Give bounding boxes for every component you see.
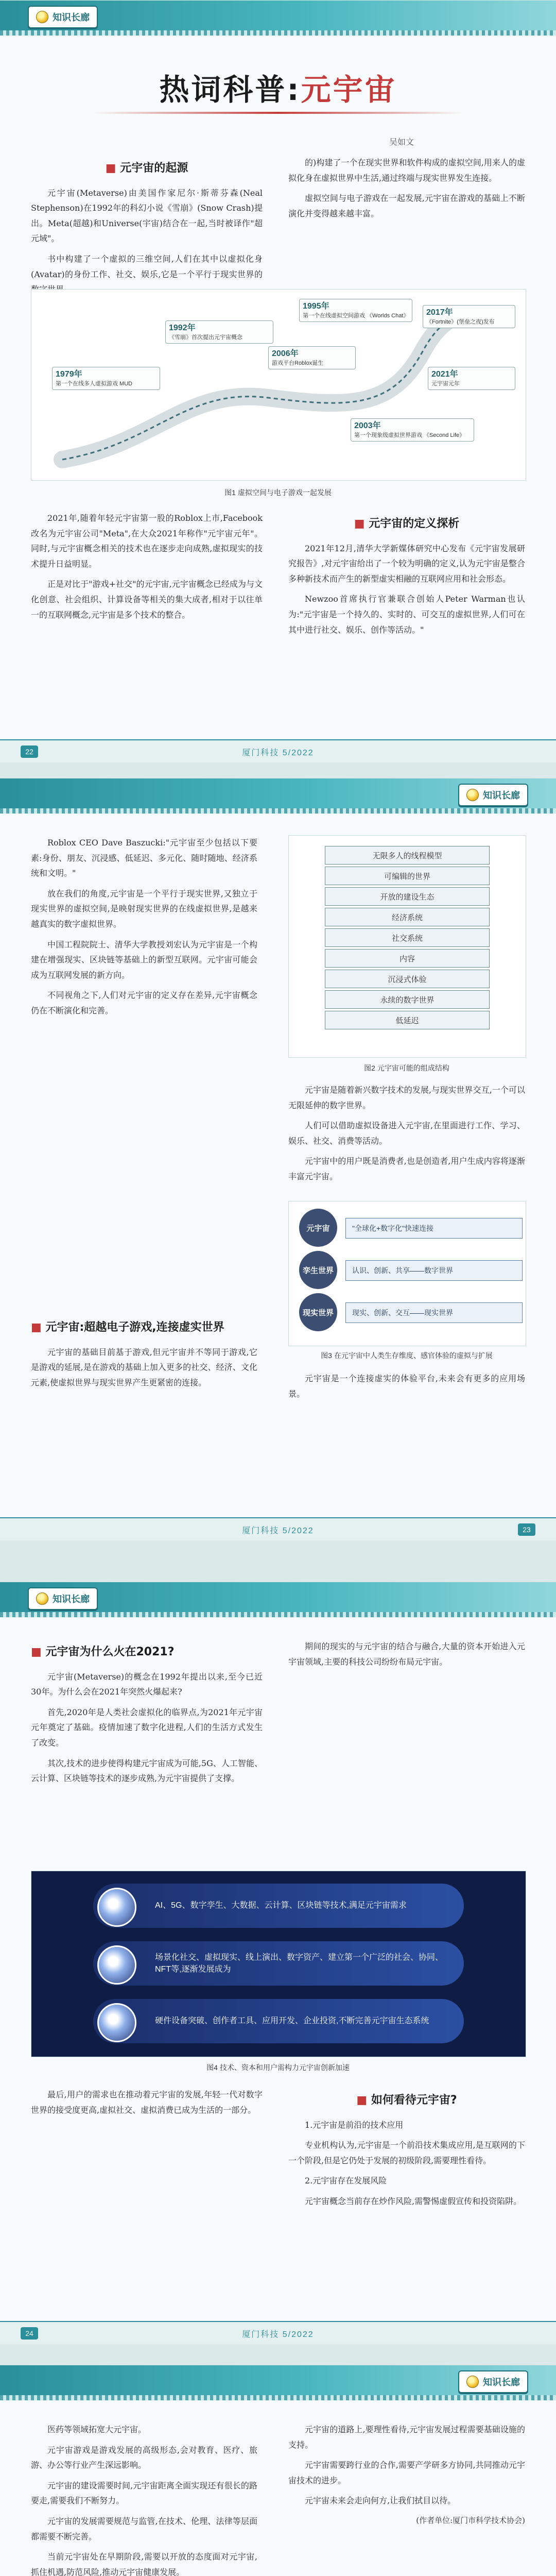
p2-section3-right: [288, 1371, 525, 1406]
timeline-text: 元宇宙元年: [431, 380, 460, 387]
paragraph: Newzoo首席执行官兼联合创始人Peter Warman也认为:"元宇宙是一个持久的、实时的、可交互的虚拟世界,人们可在其中进行社交、娱乐、创作等活动。": [288, 594, 525, 635]
timeline-text: 第一个现象级虚拟世界游戏 《Second Life》: [354, 432, 465, 438]
timeline-text: 《雪崩》首次提出元宇宙概念: [169, 334, 242, 341]
section-heading: ■ 元宇宙的定义探析: [354, 517, 460, 530]
layer-row: 经济系统: [325, 908, 490, 926]
paragraph: 元宇宙中的用户既是消费者,也是创造者,用户生成内容将逐渐丰富元宇宙。: [288, 1156, 525, 1181]
timeline-year: 1992年: [169, 324, 196, 332]
brand-logo: [28, 1587, 98, 1610]
paragraph: 元宇宙的发展需要规范与监管,在技术、伦理、法律等层面都需要不断完善。: [31, 2516, 257, 2541]
brand-logo: [458, 784, 528, 806]
page-gap: [0, 2344, 556, 2365]
figure-2-caption: 图2 元宇宙可能的组成结构: [364, 1064, 449, 1072]
timeline-text: 第一个在线虚拟空间游戏 《Worlds Chat》: [303, 312, 409, 319]
flow-bar: 现实、创新、交互——现实世界: [345, 1302, 523, 1323]
p3-bottom-left: [31, 2087, 263, 2123]
footer-text: 厦门科技 5/2022: [242, 748, 314, 757]
p2-left-column: [31, 835, 257, 1024]
paragraph: 当前元宇宙处在早期阶段,需要以开放的态度面对元宇宙,抓住机遇,防范风险,推动元宇宙健康发展。: [31, 2552, 257, 2576]
layer-stack: [325, 846, 490, 1031]
paragraph: 元宇宙概念当前存在炒作风险,需警惕虚假宣传和投资陷阱。: [305, 2196, 522, 2207]
page-2: [0, 778, 556, 1541]
paragraph: 元宇宙的建设需要时间,元宇宙距离全面实现还有很长的路要走,需要我们不断努力。: [31, 2480, 257, 2506]
section-heading: ■ 元宇宙为什么火在2021?: [31, 1646, 175, 1658]
figure-4-tech: [31, 1871, 526, 2057]
footer-text: 厦门科技 5/2022: [242, 1526, 314, 1535]
lightbulb-icon: [36, 11, 48, 23]
paragraph: 其次,技术的进步使得构建元宇宙成为可能,5G、人工智能、云计算、区块链等技术的逐步成熟,为元宇宙提供了支撑。: [31, 1758, 263, 1784]
page-number: 22: [21, 745, 38, 758]
timeline-item: [165, 320, 273, 344]
timeline-year: 2006年: [272, 349, 299, 358]
paragraph: 元宇宙需要跨行业的合作,需要产学研多方协同,共同推动元宇宙技术的进步。: [288, 2460, 525, 2485]
timeline-text: 游戏平台Roblox诞生: [272, 360, 324, 366]
p1-bottom-right: [288, 511, 525, 642]
page-number: 24: [21, 2327, 38, 2340]
figure-4-caption: 图4 技术、资本和用户需构力元宇宙创新加速: [206, 2063, 350, 2072]
flow-bar: 认识、创新、共享——数字世界: [345, 1260, 523, 1281]
timeline-text: 第一个在线多人虚拟游戏 MUD: [56, 380, 133, 387]
paragraph: Roblox CEO Dave Baszucki:"元宇宙至少包括以下要素:身份、朋友、沉浸感、低延迟、多元化、随时随地、经济系统和文明。": [31, 838, 257, 878]
flow-node: 孪生世界: [299, 1251, 337, 1289]
flow-node: 元宇宙: [299, 1209, 337, 1247]
page-footer: [0, 2321, 556, 2345]
timeline-year: 1995年: [303, 302, 329, 311]
paragraph: 人们可以借助虚拟设备进入元宇宙,在里面进行工作、学习、娱乐、社交、消费等活动。: [288, 1121, 525, 1146]
paragraph: 不同视角之下,人们对元宇宙的定义存在差异,元宇宙概念仍在不断演化和完善。: [31, 990, 257, 1015]
paragraph: 书中构建了一个虚拟的三维空间,人们在其中以虚拟化身(Avatar)的身份工作、社交、娱乐,它是一个平行于现实世界的: [31, 254, 263, 279]
figure-1-caption: 图1 虚拟空间与电子游戏一起发展: [224, 488, 332, 497]
flow-bar: "全球化+数字化"快速连接: [345, 1218, 523, 1239]
brand-logo: [28, 6, 98, 28]
page-number: 23: [518, 1523, 535, 1536]
p3-section2: [288, 2087, 525, 2214]
timeline-item: [351, 418, 474, 442]
paragraph: 1.元宇宙是前沿的技术应用: [305, 2120, 404, 2130]
timeline-year: 2021年: [431, 370, 458, 379]
title-plain: 热词科普:: [159, 72, 301, 107]
paragraph: 中国工程院院士、清华大学教授刘宏认为元宇宙是一个构建在增强现实、区块链等基础上的新型互联网。元宇宙可能会成为互联网发展的新方向。: [31, 939, 257, 980]
footer-text: 厦门科技 5/2022: [242, 2330, 314, 2339]
page-gap: [0, 762, 556, 778]
tech-card: [93, 1884, 464, 1928]
page-footer: [0, 739, 556, 763]
layer-row: 社交系统: [325, 928, 490, 947]
logo-text: 知识长廊: [483, 2377, 520, 2387]
paragraph: 元宇宙的基础目前基于游戏,但元宇宙并不等同于游戏,它是游戏的延展,是在游戏的基础上加入更多的社交、经济、文化元素,使虚拟世界与现实世界产生更紧密的连接。: [31, 1347, 257, 1387]
paragraph: 放在我们的角度,元宇宙是一个平行于现实世界,又独立于现实世界的虚拟空间,是映射现实世界的在线虚拟世界,是越来越真实的数字虚拟世界。: [31, 888, 257, 929]
paragraph: 2021年,随着年轻元宇宙第一股的Roblox上市,Facebook改名为元宇宙公司"Meta",在大众2021年称作"元宇宙元年"。同时,与元宇宙概念相关的技术也在逐步走向成熟,虚拟现实的技术提升日益明显。: [31, 513, 263, 569]
paragraph: 2021年12月,清华大学新媒体研究中心发布《元宇宙发展研究报告》,对元宇宙给出了一个较为明确的定义,认为元宇宙是整合多种新技术而产生的新型虚实相融的互联网应用和社会形态。: [288, 543, 525, 584]
tech-card-text: 硬件设备突破、创作者工具、应用开发、企业投资,不断完善元宇宙生态系统: [155, 2016, 429, 2026]
tech-icon: [97, 1945, 136, 1985]
layer-row: 开放的建设生态: [325, 887, 490, 906]
timeline-year: 2017年: [426, 308, 453, 317]
tech-icon: [97, 2003, 136, 2042]
p1-bottom-left: [31, 511, 263, 628]
layer-row: 可编辑的世界: [325, 867, 490, 885]
figure-3-caption: 图3 在元宇宙中人类生存维度、感官体验的虚拟与扩展: [321, 1351, 493, 1360]
flow-node: 现实世界: [299, 1293, 337, 1331]
paragraph: 最后,用户的需求也在推动着元宇宙的发展,年轻一代对数字世界的接受度更高,虚拟社交、虚拟消费已成为生活的一部分。: [31, 2090, 263, 2115]
layer-row: 低延迟: [325, 1011, 490, 1029]
paragraph: 元宇宙游戏是游戏发展的高级形态,会对教育、医疗、旅游、办公等行业产生深远影响。: [31, 2445, 257, 2470]
logo-text: 知识长廊: [53, 12, 90, 23]
section-heading: ■ 元宇宙的起源: [105, 162, 188, 175]
author: 吴如文: [389, 137, 414, 147]
paragraph: 期间的现实的与元宇宙的结合与融合,大量的资本开始进入元宇宙领域,主要的科技公司纷纷布局元宇宙。: [288, 1641, 525, 1667]
page-footer: [0, 1517, 556, 1541]
page-1: [0, 0, 556, 764]
tech-card: [93, 1999, 464, 2043]
timeline-text: 《Fortnite》(堡垒之夜)发布: [426, 318, 495, 325]
paragraph: 元宇宙(Metaverse)由美国作家尼尔·斯蒂芬森(Neal Stephenson)在1992年的科幻小说《雪崩》(Snow Crash)提出。Meta(超越)和Universe(宇宙)结合在一起,当时被译作"超元域"。: [31, 188, 263, 244]
paragraph: 的)构建了一个在现实世界和软件构成的虚拟空间,用来人的虚拟化身在虚拟世界中生活,通过终端与现实世界发生连接。: [288, 158, 525, 183]
lightbulb-icon: [466, 2376, 479, 2388]
p2-section3: [31, 1314, 257, 1395]
title-accent: 元宇宙: [301, 72, 397, 107]
paragraph: 元宇宙是一个连接虚实的体验平台,未来会有更多的应用场景。: [288, 1374, 525, 1399]
layer-row: 内容: [325, 949, 490, 968]
layer-row: 沉浸式体验: [325, 970, 490, 988]
lightbulb-icon: [36, 1592, 48, 1605]
page-title: [31, 56, 525, 118]
page-gap: [0, 1540, 556, 1582]
timeline-item: [423, 305, 515, 328]
paragraph: 元宇宙(Metaverse)的概念在1992年提出以来,至今已近30年。为什么会在2021年突然火爆起来?: [31, 1671, 263, 1697]
figure-2-layers: [288, 835, 526, 1058]
p3-left-column: [31, 1639, 263, 1791]
p2-right-column: [288, 1082, 525, 1190]
paragraph: 元宇宙是随着新兴数字技术的发展,与现实世界交互,一个可以无限延伸的数字世界。: [288, 1085, 525, 1110]
paragraph: 元宇宙的道路上,要理性看待,元宇宙发展过程需要基础设施的支持。: [288, 2425, 525, 2450]
paragraph: 正是对比于"游戏+社交"的元宇宙,元宇宙概念已经成为与文化创意、社会组织、计算设备等相关的集大成者,相对于以往单一的互联网概念,元宇宙是多个技术的整合。: [31, 579, 263, 620]
timeline-year: 2003年: [354, 421, 381, 430]
lightbulb-icon: [466, 789, 479, 801]
paragraph: 专业机构认为,元宇宙是一个前沿技术集成应用,是互联网的下一个阶段,但是它仍处于发展的初级阶段,需要理性看待。: [288, 2140, 525, 2165]
timeline-item: [268, 346, 356, 369]
tech-card: [93, 1941, 464, 1986]
timeline-item: [52, 367, 160, 390]
layer-row: 永续的数字世界: [325, 990, 490, 1009]
author-affiliation: (作者单位:厦门市科学技术协会): [416, 2515, 525, 2525]
p4-left-column: [31, 2422, 257, 2576]
logo-text: 知识长廊: [483, 790, 520, 801]
figure-1-timeline: [31, 289, 526, 481]
timeline-year: 1979年: [56, 370, 82, 379]
page-4: [0, 2365, 556, 2576]
p1-left-column: [31, 155, 263, 302]
tech-card-text: AI、5G、数字孪生、大数据、云计算、区块链等技术,满足元宇宙需求: [155, 1901, 407, 1910]
p4-right-column: [288, 2422, 525, 2528]
timeline-item: [299, 299, 412, 322]
layer-row: 无限多人的线程模型: [325, 846, 490, 865]
figure-3-flow: [288, 1201, 526, 1346]
tech-card-text: 场景化社交、虚拟现实、线上演出、数字资产、建立第一个广泛的社会、协同、NFT等,逐渐发展成为: [155, 1953, 444, 1974]
paragraph: 2.元宇宙存在发展风险: [305, 2176, 387, 2186]
paragraph: 虚拟空间与电子游戏在一起发展,元宇宙在游戏的基础上不断演化并变得越来越丰富。: [288, 193, 525, 218]
page-3: [0, 1582, 556, 2345]
p1-right-column: [288, 155, 525, 226]
timeline-item: [428, 367, 515, 390]
brand-logo: [458, 2370, 528, 2393]
section-heading: ■ 如何看待元宇宙?: [356, 2094, 457, 2107]
p3-right-column: [288, 1639, 525, 1674]
paragraph: 首先,2020年是人类社会虚拟化的临界点,为2021年元宇宙元年奠定了基础。疫情加速了数字化进程,人们的生活方式发生了改变。: [31, 1707, 263, 1748]
tech-icon: [97, 1888, 136, 1927]
section-heading: ■ 元宇宙:超越电子游戏,连接虚实世界: [31, 1321, 224, 1334]
logo-text: 知识长廊: [53, 1594, 90, 1604]
paragraph: 元宇宙未来会走向何方,让我们拭目以待。: [305, 2496, 456, 2506]
paragraph: 医药等领域拓宽大元宇宙。: [47, 2425, 147, 2434]
